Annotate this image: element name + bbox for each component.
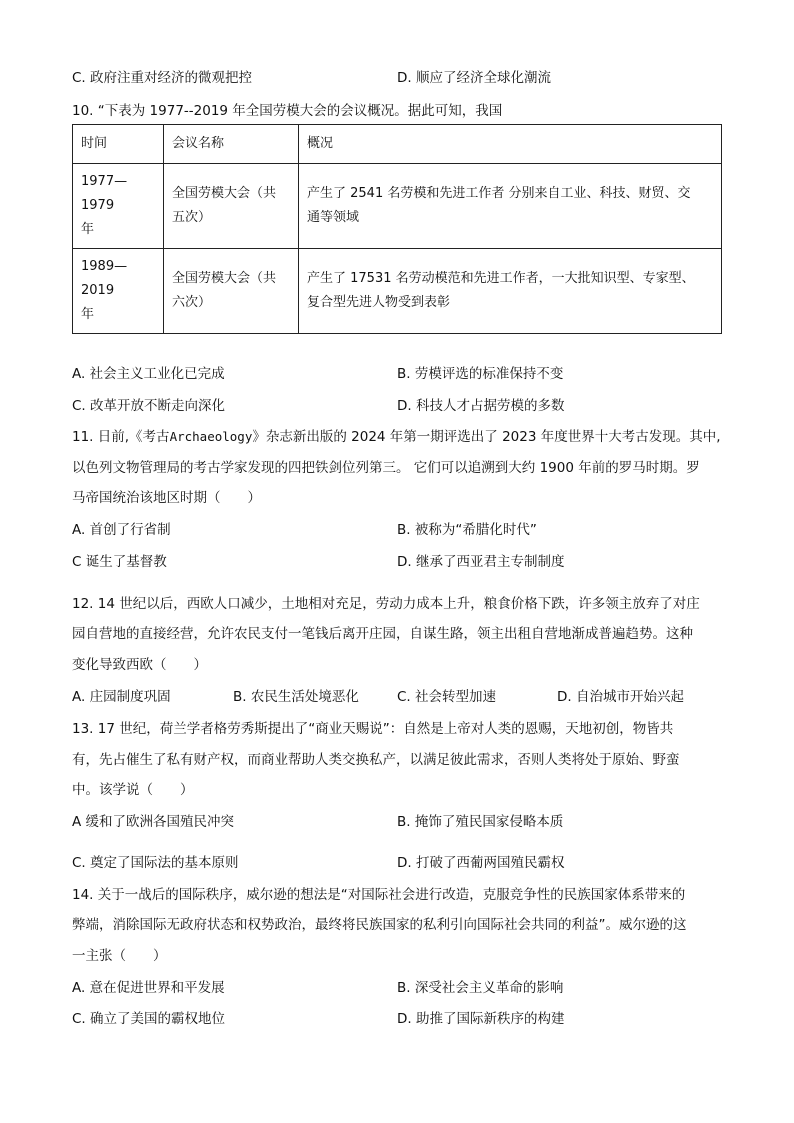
q12-option-b: B. 农民生活处境恶化 [233, 689, 359, 705]
q10-option-b: B. 劳模评选的标准保持不变 [397, 366, 564, 382]
q10-option-c: C. 改革开放不断走向深化 [72, 398, 226, 414]
q13-option-c: C. 奠定了国际法的基本原则 [72, 855, 239, 871]
table-cell-name [164, 249, 299, 334]
q11-stem-post: 》杂志新出版的 2024 年第一期评选出了 2023 年度世界十大考古发现。其中, [252, 429, 721, 445]
q14-stem-line1: 14. 关于一战后的国际秩序，威尔逊的想法是“对国际社会进行改造，克服竞争性的民族国家体系带来的 [72, 887, 686, 903]
q14-stem-line2: 弊端，消除国际无政府状态和权势政治，最终将民族国家的私利引向国际社会共同的利益”。威尔逊的这 [72, 917, 687, 933]
q13-stem-line3: 中。该学说（ ） [72, 782, 194, 798]
q11-option-a: A. 首创了行省制 [72, 522, 171, 538]
q9-option-d: D. 顺应了经济全球化潮流 [397, 70, 551, 86]
q11-option-b: B. 被称为“希腊化时代” [397, 522, 537, 538]
table-row [73, 164, 722, 249]
q12-stem-line1: 12. 14 世纪以后，西欧人口减少，土地相对充足，劳动力成本上升，粮食价格下跌，许多领主放弃了对庄 [72, 596, 700, 612]
table-header-time: 时间 [73, 125, 164, 164]
q14-option-d: D. 助推了国际新秩序的构建 [397, 1011, 565, 1027]
cell-line: 产生了 17531 名劳动模范和先进工作者，一大批知识型、专家型、 [307, 271, 695, 287]
q13-stem-line1: 13. 17 世纪，荷兰学者格劳秀斯提出了“商业天赐说”：自然是上帝对人类的恩赐，天地初创，物皆共 [72, 721, 674, 737]
q13-option-d: D. 打破了西葡两国殖民霸权 [397, 855, 565, 871]
table-row [73, 249, 722, 334]
q12-stem-line2: 园自营地的直接经营，允许农民支付一笔钱后离开庄园，自谋生路，领主出租自营地渐成普遍趋势。这种 [72, 626, 693, 642]
cell-line: 产生了 2541 名劳模和先进工作者 分别来自工业、科技、财贸、交 [307, 186, 691, 202]
cell-line: 通等领域 [307, 210, 360, 226]
q13-option-a: A 缓和了欧洲各国殖民冲突 [72, 814, 235, 830]
q10-option-d: D. 科技人才占据劳模的多数 [397, 398, 565, 414]
q12-option-d: D. 自治城市开始兴起 [557, 689, 684, 705]
q9-option-c: C. 政府注重对经济的微观把控 [72, 70, 253, 86]
q10-table [72, 124, 722, 334]
q12-stem-line3: 变化导致西欧（ ） [72, 657, 207, 673]
q11-option-d: D. 继承了西亚君主专制制度 [397, 554, 565, 570]
q11-stem-line1 [72, 425, 722, 445]
table-cell-time [73, 164, 164, 249]
cell-line: 全国劳模大会（共 [172, 271, 277, 287]
q13-option-b: B. 掩饰了殖民国家侵略本质 [397, 814, 564, 830]
table-cell-name [164, 164, 299, 249]
cell-line: 复合型先进人物受到表彰 [307, 295, 451, 311]
q14-option-c: C. 确立了美国的霸权地位 [72, 1011, 226, 1027]
table-cell-summary [299, 249, 722, 334]
q11-stem-line3: 马帝国统治该地区时期（ ） [72, 490, 261, 506]
table-cell-time [73, 249, 164, 334]
q10-option-a: A. 社会主义工业化已完成 [72, 366, 225, 382]
q14-option-a: A. 意在促进世界和平发展 [72, 980, 225, 996]
q12-option-c: C. 社会转型加速 [397, 689, 497, 705]
q11-option-c: C 诞生了基督教 [72, 554, 167, 570]
q11-stem-line2: 以色列文物管理局的考古学家发现的四把铁剑位列第三。 它们可以追溯到大约 1900 年前的罗马时期。罗 [72, 460, 700, 476]
cell-line: 年 [81, 307, 95, 323]
q11-stem-pre: 11. 日前,《考古 [72, 429, 170, 445]
cell-line: 1977—1979 [81, 174, 128, 214]
q12-option-a: A. 庄园制度巩固 [72, 689, 171, 705]
cell-line: 全国劳模大会（共 [172, 186, 277, 202]
q13-stem-line2: 有，先占催生了私有财产权，而商业帮助人类交换私产，以满足彼此需求，否则人类将处于原始、野蛮 [72, 752, 680, 768]
q11-stem-latin: Archaeology [169, 429, 253, 444]
q14-option-b: B. 深受社会主义革命的影响 [397, 980, 564, 996]
table-header-name: 会议名称 [164, 125, 299, 164]
cell-line: 1989—2019 [81, 259, 128, 299]
q10-stem: 10. “下表为 1977--2019 年全国劳模大会的会议概况。据此可知，我国 [72, 103, 503, 119]
table-cell-summary [299, 164, 722, 249]
table-header-summary: 概况 [299, 125, 722, 164]
cell-line: 五次） [172, 210, 212, 226]
table-header-row [73, 125, 722, 164]
cell-line: 年 [81, 222, 95, 238]
q14-stem-line3: 一主张（ ） [72, 948, 167, 964]
cell-line: 六次） [172, 295, 212, 311]
